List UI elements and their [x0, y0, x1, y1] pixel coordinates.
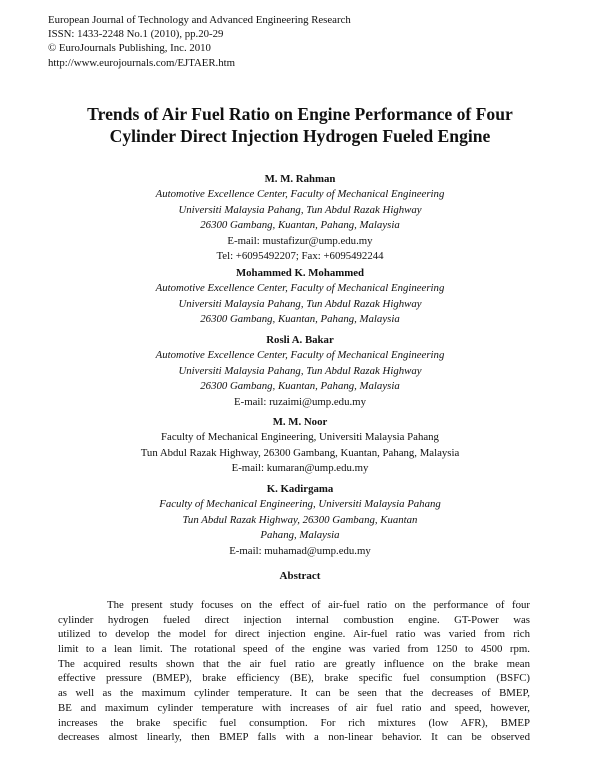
author-name: K. Kadirgama	[266, 483, 334, 495]
author-affiliation: Tun Abdul Razak Highway, 26300 Gambang, Kuantan	[182, 513, 418, 526]
abstract-line: as well as the maximum cylinder temperature. It can be seen that the decreases of BMEP,	[58, 687, 530, 700]
paper-title	[40, 103, 560, 147]
abstract-line: The acquired results shown that the air fuel ratio are greatly influence on the brake mean	[58, 657, 530, 670]
journal-name: European Journal of Technology and Advanced Engineering Research	[48, 14, 351, 26]
author-block	[40, 333, 560, 410]
abstract-line: increases the brake specific fuel consumption. For rich mixtures (low AFR), BMEP	[58, 716, 530, 729]
abstract-line: cylinder hydrogen fueled direct injection internal combustion engine. GT-Power was	[58, 613, 530, 626]
author-name: M. M. Rahman	[264, 173, 336, 185]
author-affiliation: Faculty of Mechanical Engineering, Universiti Malaysia Pahang	[159, 498, 441, 511]
author-block	[40, 415, 560, 477]
abstract-line: decreases almost linearly, then BMEP falls with a non-linear behavior. It can be observed	[58, 731, 530, 744]
author-affiliation: 26300 Gambang, Kuantan, Pahang, Malaysia	[200, 219, 400, 232]
abstract-line: effective pressure (BMEP), brake efficiency (BE), brake specific fuel consumption (BSFC)	[58, 672, 530, 685]
author-name: Rosli A. Bakar	[266, 334, 334, 346]
author-block	[40, 482, 560, 559]
abstract-line: The present study focuses on the effect of air-fuel ratio on the performance of four	[107, 599, 530, 611]
journal-copyright: © EuroJournals Publishing, Inc. 2010	[48, 42, 211, 55]
author-affiliation: Universiti Malaysia Pahang, Tun Abdul Razak Highway	[178, 203, 422, 216]
author-email[interactable]: E-mail: muhamad@ump.edu.my	[229, 544, 371, 557]
author-affiliation: Automotive Excellence Center, Faculty of Mechanical Engineering	[155, 349, 445, 362]
author-affiliation: Universiti Malaysia Pahang, Tun Abdul Razak Highway	[178, 297, 422, 310]
author-block	[40, 266, 560, 328]
abstract-heading: Abstract	[279, 570, 321, 582]
author-name: Mohammed K. Mohammed	[235, 267, 365, 279]
author-block	[40, 172, 560, 264]
journal-url[interactable]: http://www.eurojournals.com/EJTAER.htm	[48, 56, 236, 69]
author-email[interactable]: E-mail: mustafizur@ump.edu.my	[227, 234, 373, 247]
abstract-body	[58, 598, 530, 745]
abstract-line: limit to a lean limit. The rotational speed of the engine was varied from 1250 to 4500 rpm.	[58, 643, 530, 656]
author-email[interactable]: E-mail: ruzaimi@ump.edu.my	[234, 395, 366, 408]
author-affiliation: Pahang, Malaysia	[260, 529, 340, 542]
author-email[interactable]: E-mail: kumaran@ump.edu.my	[231, 462, 369, 475]
journal-issn: ISSN: 1433-2248 No.1 (2010), pp.20-29	[48, 28, 224, 41]
author-affiliation: Tun Abdul Razak Highway, 26300 Gambang, Kuantan, Pahang, Malaysia	[140, 446, 460, 459]
author-affiliation: 26300 Gambang, Kuantan, Pahang, Malaysia	[200, 380, 400, 393]
abstract-line: utilized to develop the model for direct injection engine. Air-fuel ratio was varied from rich	[58, 628, 530, 641]
author-affiliation: Automotive Excellence Center, Faculty of Mechanical Engineering	[155, 282, 445, 295]
author-affiliation: Automotive Excellence Center, Faculty of Mechanical Engineering	[155, 188, 445, 201]
paper-title-line: Trends of Air Fuel Ratio on Engine Performance of Four	[87, 104, 513, 124]
journal-header	[48, 13, 351, 70]
author-affiliation: Universiti Malaysia Pahang, Tun Abdul Razak Highway	[178, 364, 422, 377]
author-phone: Tel: +6095492207; Fax: +6095492244	[216, 250, 384, 263]
author-affiliation: 26300 Gambang, Kuantan, Pahang, Malaysia	[200, 313, 400, 326]
paper-title-line: Cylinder Direct Injection Hydrogen Fueled Engine	[109, 126, 491, 146]
abstract-line: BE and maximum cylinder temperature with increases of air fuel ratio and speed, however,	[58, 701, 530, 714]
author-name: M. M. Noor	[272, 416, 328, 428]
author-affiliation: Faculty of Mechanical Engineering, Universiti Malaysia Pahang	[161, 431, 439, 444]
